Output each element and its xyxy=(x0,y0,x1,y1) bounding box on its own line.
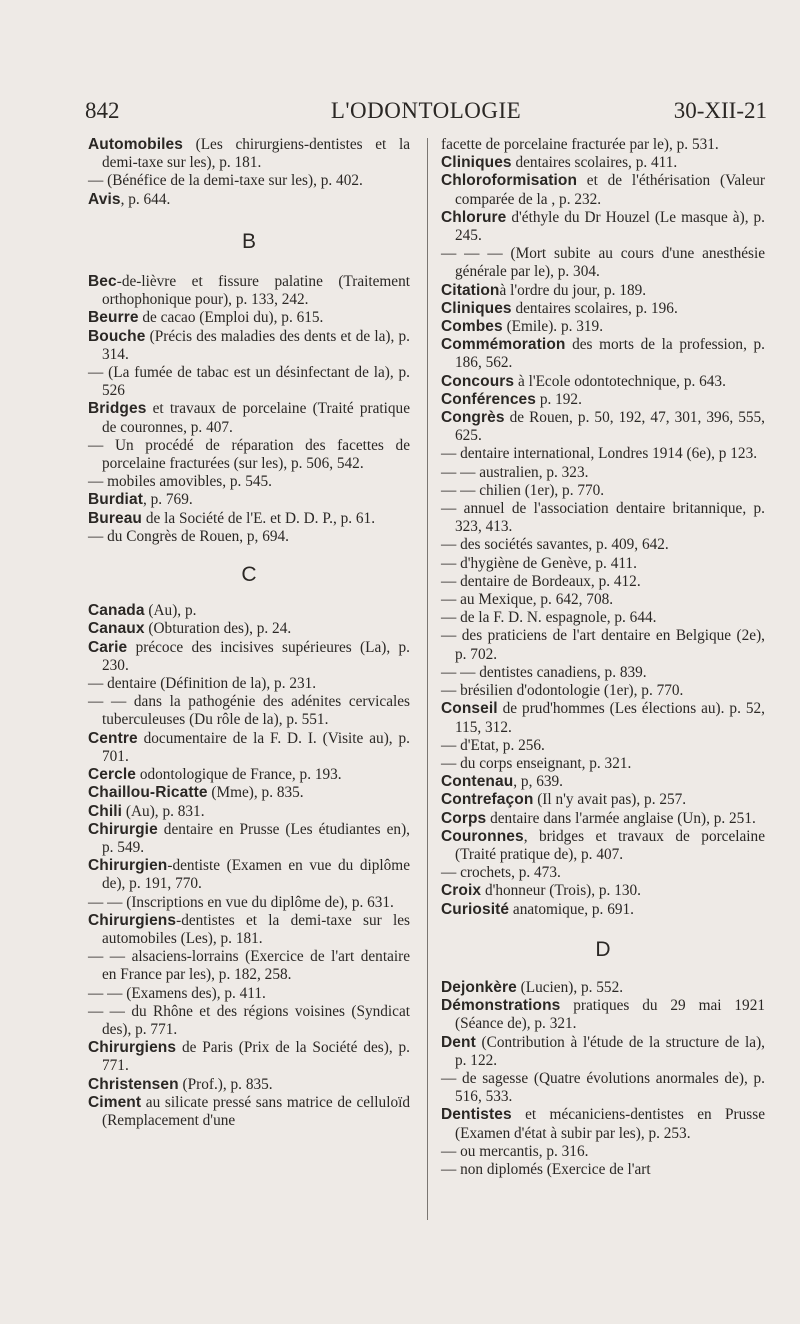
index-entry xyxy=(441,737,765,755)
index-entry xyxy=(88,821,410,857)
index-entry xyxy=(441,591,765,609)
entry-text: facette de porcelaine fracturée par le), p. 531. xyxy=(441,136,719,153)
entry-text: — Un procédé de réparation des facettes de porcelaine fracturées (sur les), p. 506, 542. xyxy=(88,436,410,473)
entry-term: Citation xyxy=(441,281,500,299)
entry-term: Contenau xyxy=(441,773,514,791)
entry-term: Bridges xyxy=(88,400,147,418)
index-entry xyxy=(441,1034,765,1070)
entry-text: — d'hygiène de Genève, p. 411. xyxy=(441,554,637,572)
section-letter-c: C xyxy=(241,563,257,587)
entry-term: Bec xyxy=(88,273,117,291)
index-entry xyxy=(441,464,765,482)
entry-term: Chirurgiens xyxy=(88,1039,177,1057)
entry-text: — des praticiens de l'art dentaire en Belgique (2e), p. 702. xyxy=(441,627,765,663)
entry-text: — d'Etat, p. 256. xyxy=(441,736,545,754)
index-entry xyxy=(441,154,765,172)
entry-text: — — du Rhône et des régions voisines (Syndicat des), p. 771. xyxy=(88,1002,410,1038)
index-entry xyxy=(441,409,765,445)
entry-term: Dejonkère xyxy=(441,978,517,996)
entry-text: et mécaniciens-dentistes en Prusse (Examen d'état à subir par les), p. 253. xyxy=(455,1106,765,1142)
entry-text: — mobiles amovibles, p. 545. xyxy=(88,473,272,491)
entry-term: Ciment xyxy=(88,1093,142,1111)
index-entry xyxy=(441,172,765,208)
entry-text: de la Société de l'E. et D. D. P., p. 61. xyxy=(142,509,376,527)
entry-term: Automobiles xyxy=(88,136,183,153)
entry-term: Combes xyxy=(441,318,503,336)
index-entry xyxy=(441,136,765,154)
entry-text: — — dans la pathogénie des adénites cervicales tuberculeuses (Du rôle de la), p. 551. xyxy=(88,693,410,729)
entry-text: — annuel de l'association dentaire britannique, p. 323, 413. xyxy=(441,500,765,536)
entry-text: documentaire de la F. D. I. (Visite au), p. 701. xyxy=(102,729,410,765)
index-entry xyxy=(441,1161,765,1179)
entry-text: précoce des incisives supérieures (La), p. 230. xyxy=(102,638,410,674)
entry-text: dentaire en Prusse (Les étudiantes en), p. 549. xyxy=(102,820,410,856)
index-entry xyxy=(88,528,410,546)
index-entry xyxy=(88,136,410,172)
entry-text: — — chilien (1er), p. 770. xyxy=(441,481,605,499)
index-entry xyxy=(441,336,765,372)
index-entry xyxy=(441,1106,765,1142)
index-entry xyxy=(88,675,410,693)
index-entry xyxy=(441,209,765,245)
index-entry xyxy=(441,391,765,409)
entry-text: — du Congrès de Rouen, p, 694. xyxy=(88,527,289,545)
index-entry xyxy=(441,536,765,554)
entry-text: d'honneur (Trois), p. 130. xyxy=(481,882,641,900)
entry-text: — au Mexique, p. 642, 708. xyxy=(441,591,614,609)
right-column xyxy=(441,136,765,1179)
index-entry xyxy=(88,473,410,491)
index-entry xyxy=(441,282,765,300)
entry-text: et travaux de porcelaine (Traité pratique de couronnes, p. 407. xyxy=(102,400,410,436)
index-entry xyxy=(441,445,765,463)
entry-term: Chirurgien xyxy=(88,857,168,875)
entry-term: Cliniques xyxy=(441,154,512,172)
entry-term: Couronnes xyxy=(441,827,524,845)
index-entry xyxy=(88,1003,410,1039)
issue-date: 30-XII-21 xyxy=(673,98,767,123)
entry-term: Corps xyxy=(441,809,487,827)
entry-term: Chili xyxy=(88,802,123,820)
entry-text: (Contribution à l'étude de la structure de la), p. 122. xyxy=(455,1033,765,1069)
entry-text: — — australien, p. 323. xyxy=(441,463,589,481)
entry-term: Chirurgiens xyxy=(88,911,177,929)
entry-text: de Paris (Prix de la Société des), p. 771. xyxy=(102,1039,410,1075)
index-entry xyxy=(88,273,410,309)
entry-term: Congrès xyxy=(441,409,505,427)
index-entry xyxy=(441,773,765,791)
index-entry xyxy=(441,555,765,573)
index-entry xyxy=(88,400,410,436)
page-header xyxy=(85,98,767,128)
entry-text: odontologique de France, p. 193. xyxy=(136,766,342,784)
page-number: 842 xyxy=(85,98,120,123)
entry-term: Chlorure xyxy=(441,208,507,226)
index-entry xyxy=(441,682,765,700)
index-entry xyxy=(88,491,410,509)
index-entry xyxy=(88,1094,410,1130)
entry-text: , p, 639. xyxy=(513,773,563,791)
column-divider xyxy=(427,138,428,1220)
entry-term: Bouche xyxy=(88,327,146,345)
entry-text: — — dentistes canadiens, p. 839. xyxy=(441,663,647,681)
entry-term: Cercle xyxy=(88,766,136,784)
entry-text: — — — (Mort subite au cours d'une anesthésie générale par le), p. 304. xyxy=(441,245,765,281)
index-entry xyxy=(88,693,410,729)
entry-text: — brésilien d'odontologie (1er), p. 770. xyxy=(441,682,684,700)
index-entry xyxy=(441,300,765,318)
index-entry xyxy=(441,627,765,663)
entry-text: anatomique, p. 691. xyxy=(509,900,634,918)
index-entry xyxy=(441,1143,765,1161)
entry-term: Christensen xyxy=(88,1075,179,1093)
index-entry xyxy=(88,857,410,893)
section-letter-b: B xyxy=(241,229,256,253)
entry-term: Dentistes xyxy=(441,1106,512,1124)
index-entry xyxy=(88,1076,410,1094)
entry-term: Bureau xyxy=(88,509,143,527)
index-entry xyxy=(441,700,765,736)
index-entry xyxy=(441,573,765,591)
entry-text: de prud'hommes (Les élections au). p. 52, 115, 312. xyxy=(455,700,765,736)
entry-text: — — (Inscriptions en vue du diplôme de), p. 631. xyxy=(88,893,394,911)
index-entry xyxy=(441,318,765,336)
entry-term: Concours xyxy=(441,372,515,390)
entry-term: Commémoration xyxy=(441,336,566,354)
entry-text: — de la F. D. N. espagnole, p. 644. xyxy=(441,609,657,627)
entry-text: dentaires scolaires, p. 196. xyxy=(511,299,678,317)
entry-text: — crochets, p. 473. xyxy=(441,864,561,882)
index-entry xyxy=(441,882,765,900)
entry-term: Beurre xyxy=(88,309,139,327)
entry-text: — dentaire (Définition de la), p. 231. xyxy=(88,675,317,693)
index-entry xyxy=(441,979,765,997)
index-entry xyxy=(441,901,765,919)
index-entry xyxy=(88,1039,410,1075)
entry-text: , p. 769. xyxy=(142,491,193,509)
entry-term: Burdiat xyxy=(88,491,143,509)
index-entry xyxy=(88,948,410,984)
entry-text: (Mme), p. 835. xyxy=(207,784,304,802)
entry-text: — du corps enseignant, p. 321. xyxy=(441,754,632,772)
entry-text: dentaires scolaires, p. 411. xyxy=(511,154,678,172)
entry-text: des morts de la profession, p. 186, 562. xyxy=(455,336,765,372)
entry-text: (Précis des maladies des dents et de la), p. 314. xyxy=(102,327,410,363)
entry-text: — de sagesse (Quatre évolutions anormales de), p. 516, 533. xyxy=(441,1069,765,1106)
entry-text: (Lucien), p. 552. xyxy=(516,978,624,996)
index-entry xyxy=(88,172,410,190)
index-entry xyxy=(441,482,765,500)
index-entry xyxy=(441,245,765,281)
index-entry xyxy=(88,309,410,327)
index-entry xyxy=(441,810,765,828)
entry-term: Chirurgie xyxy=(88,820,158,838)
entry-term: Curiosité xyxy=(441,900,510,918)
entry-text: — dentaire international, Londres 1914 (6e), p 123. xyxy=(441,445,758,463)
entry-text: de cacao (Emploi du), p. 615. xyxy=(138,309,324,327)
journal-title: L'ODONTOLOGIE xyxy=(330,98,522,123)
entry-text: — ou mercantis, p. 316. xyxy=(441,1142,589,1160)
index-entry xyxy=(88,894,410,912)
index-entry xyxy=(441,997,765,1033)
entry-text: (Les chirurgiens-dentistes et la demi-taxe sur les), p. 181. xyxy=(102,136,410,172)
entry-text: d'éthyle du Dr Houzel (Le masque à), p. 245. xyxy=(455,208,765,245)
index-entry xyxy=(88,620,410,638)
index-entry xyxy=(441,664,765,682)
index-entry xyxy=(88,639,410,675)
entry-term: Canaux xyxy=(88,620,145,638)
index-entry xyxy=(88,766,410,784)
entry-text: — — (Examens des), p. 411. xyxy=(88,984,266,1002)
entry-term: Chloroformisation xyxy=(441,172,578,190)
entry-text: (Emile). p. 319. xyxy=(502,318,604,336)
index-entry xyxy=(441,609,765,627)
entry-text: (Il n'y avait pas), p. 257. xyxy=(533,791,687,809)
index-entry xyxy=(88,803,410,821)
left-column xyxy=(88,136,410,1130)
entry-text: à l'Ecole odontotechnique, p. 643. xyxy=(514,372,726,390)
entry-text: — non diplomés (Exercice de l'art xyxy=(441,1160,651,1178)
entry-text: de Rouen, p. 50, 192, 47, 301, 396, 555, 625. xyxy=(455,409,765,445)
index-entry xyxy=(88,510,410,528)
entry-term: Cliniques xyxy=(441,299,512,317)
entry-text: — (La fumée de tabac est un désinfectant de la), p. 526 xyxy=(88,364,410,400)
entry-term: Contrefaçon xyxy=(441,791,534,809)
entry-term: Conférences xyxy=(441,390,536,408)
entry-text: — (Bénéfice de la demi-taxe sur les), p. 402. xyxy=(88,172,363,190)
entry-text: , bridges et travaux de porcelaine (Traité pratique de), p. 407. xyxy=(455,827,765,863)
index-entry xyxy=(88,730,410,766)
entry-text: — — alsaciens-lorrains (Exercice de l'art dentaire en France par les), p. 182, 258. xyxy=(88,948,410,984)
entry-term: Conseil xyxy=(441,700,498,718)
index-entry xyxy=(88,784,410,802)
index-entry xyxy=(441,500,765,536)
entry-text: dentaire dans l'armée anglaise (Un), p. 251. xyxy=(486,809,756,827)
index-entry xyxy=(88,191,410,209)
entry-text: à l'ordre du jour, p. 189. xyxy=(499,281,647,299)
entry-text: (Au), p. xyxy=(144,602,197,620)
entry-text: et de l'éthérisation (Valeur comparée de la , p. 232. xyxy=(455,172,765,208)
entry-text: -dentiste (Examen en vue du diplôme de), p. 191, 770. xyxy=(102,857,410,893)
entry-text: -dentistes et la demi-taxe sur les automobiles (Les), p. 181. xyxy=(102,911,410,947)
index-entry xyxy=(441,1070,765,1106)
entry-term: Croix xyxy=(441,882,482,900)
entry-text: (Prof.), p. 835. xyxy=(178,1075,273,1093)
entry-term: Chaillou-Ricatte xyxy=(88,784,208,802)
entry-text: au silicate pressé sans matrice de celluloïd (Remplacement d'une xyxy=(102,1093,410,1129)
index-entry xyxy=(441,828,765,864)
entry-text: — des sociétés savantes, p. 409, 642. xyxy=(441,536,669,554)
entry-text: , p. 644. xyxy=(120,190,171,208)
entry-term: Canada xyxy=(88,602,145,620)
entry-text: pratiques du 29 mai 1921 (Séance de), p. 321. xyxy=(455,997,765,1033)
index-entry xyxy=(88,985,410,1003)
entry-text: p. 192. xyxy=(536,390,582,408)
index-entry xyxy=(441,755,765,773)
entry-term: Carie xyxy=(88,638,128,656)
index-entry xyxy=(441,791,765,809)
entry-text: — dentaire de Bordeaux, p. 412. xyxy=(441,572,641,590)
entry-term: Dent xyxy=(441,1033,476,1051)
index-entry xyxy=(88,912,410,948)
entry-term: Avis xyxy=(88,190,121,208)
entry-text: (Obturation des), p. 24. xyxy=(144,620,292,638)
entry-term: Démonstrations xyxy=(441,997,561,1015)
index-entry xyxy=(88,437,410,473)
section-letter-d: D xyxy=(595,937,611,961)
entry-text: (Au), p. 831. xyxy=(122,802,205,820)
index-entry xyxy=(88,364,410,400)
index-entry xyxy=(88,328,410,364)
index-entry xyxy=(88,602,410,620)
entry-text: -de-lièvre et fissure palatine (Traitement orthophonique pour), p. 133, 242. xyxy=(102,273,410,309)
entry-term: Centre xyxy=(88,729,138,747)
index-entry xyxy=(441,864,765,882)
index-entry xyxy=(441,373,765,391)
